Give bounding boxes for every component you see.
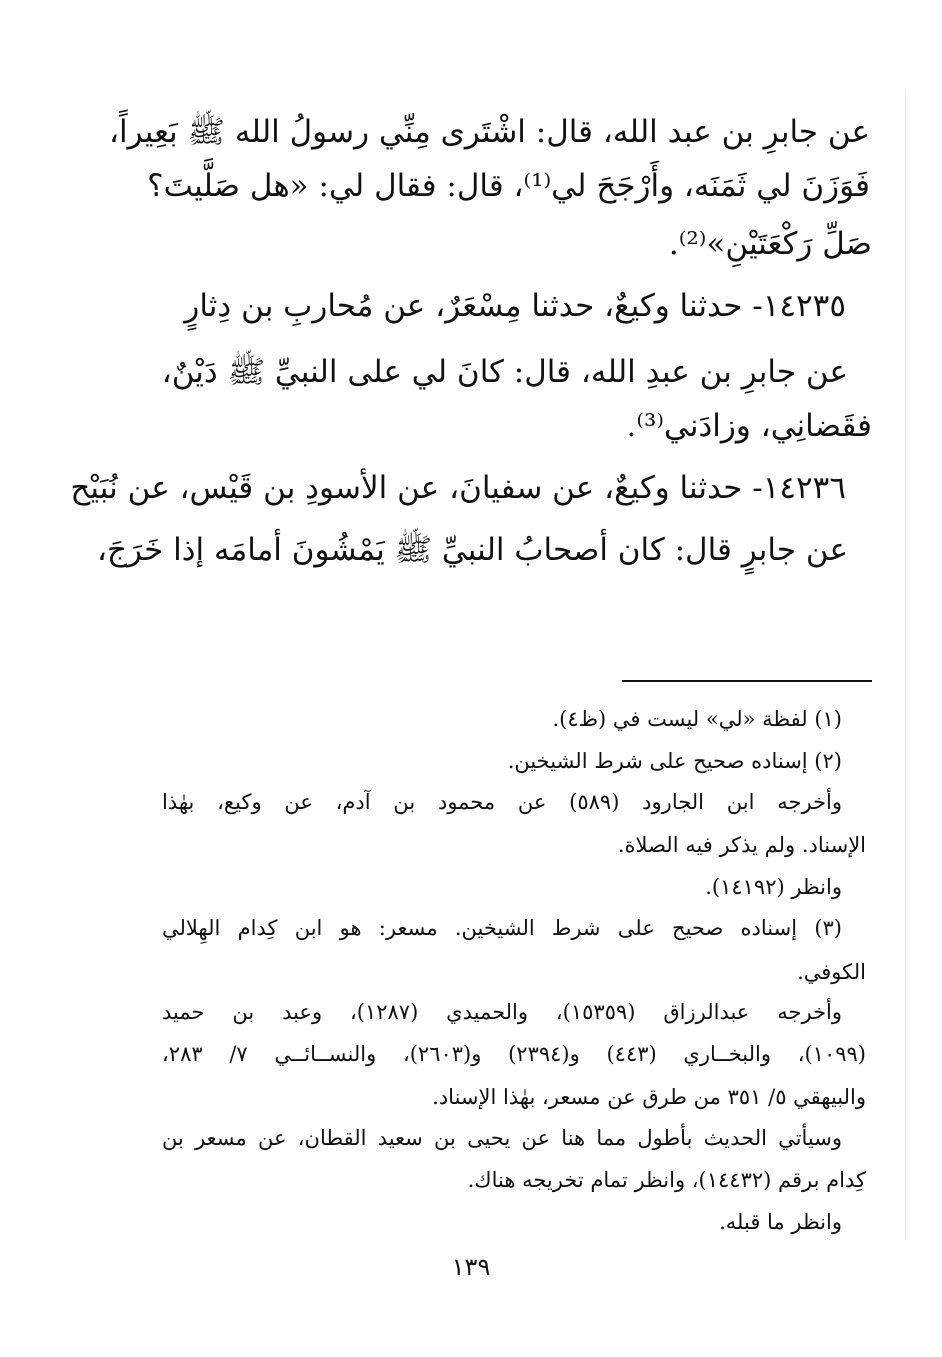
hadith-number-heading: ١٤٢٣٦- حدثنا وكيعٌ، عن سفيانَ، عن الأسودِ بن قَيْس، عن نُبَيْح bbox=[70, 470, 846, 506]
footnote-line: (٢) إسناده صحيح على شرط الشيخين. bbox=[507, 749, 842, 773]
footnote-line: (١) لفظة «لي» ليست في (ظ٤). bbox=[552, 707, 842, 731]
footnote-line: الكوفي. bbox=[797, 960, 866, 984]
footnote-line: وأخرجه ابن الجارود (٥٨٩) عن محمود بن آدم، عن وكيع، بهٰذا bbox=[162, 790, 842, 814]
footnote-line: وسيأتي الحديث بأطول مما هنا عن يحيى بن سعيد القطان، عن مسعر بن bbox=[162, 1126, 842, 1150]
footnote-line: الإسناد. ولم يذكر فيه الصلاة. bbox=[617, 833, 866, 857]
footnote-line: كِدام برقم (١٤٤٣٢)، وانظر تمام تخريجه هناك. bbox=[467, 1168, 866, 1192]
footnote-line: (١٠٩٩)، والبخــاري (٤٤٣) و(٢٣٩٤) و(٢٦٠٣)، والنســائــي ٧/ ٢٨٣، bbox=[162, 1042, 866, 1066]
footnote-separator bbox=[622, 680, 872, 682]
main-text-line: عن جابرٍ قال: كان أصحابُ النبيِّ ﷺ يَمْشُونَ أمامَه إذا خَرَجَ، bbox=[97, 532, 848, 568]
main-text-line: صَلِّ رَكْعَتَيْنِ»⁽²⁾. bbox=[668, 226, 872, 262]
hadith-number-heading: ١٤٢٣٥- حدثنا وكيعٌ، حدثنا مِسْعَرٌ، عن مُحاربِ بن دِثارٍ bbox=[184, 288, 846, 324]
main-text-line: عن جابرِ بن عبد الله، قال: اشْتَرى مِنِّي رسولُ الله ﷺ بَعِيراً، bbox=[109, 114, 870, 150]
footnote-line: والبيهقي ٥/ ٣٥١ من طرق عن مسعر، بهٰذا الإسناد. bbox=[432, 1085, 866, 1109]
footnote-line: وأخرجه عبدالرزاق (١٥٣٥٩)، والحميدي (١٢٨٧)، وعبد بن حميد bbox=[162, 1000, 842, 1024]
main-text-line: فَوَزَنَ لي ثَمَنَه، وأَرْجَحَ لي⁽¹⁾، قال: فقال لي: «هل صَلَّيتَ؟ bbox=[147, 168, 870, 204]
main-text-line: فقَضانِي، وزادَني⁽³⁾. bbox=[626, 408, 872, 444]
page-edge-shadow bbox=[905, 90, 906, 1240]
main-text-line: عن جابرِ بن عبدِ الله، قال: كانَ لي على النبيِّ ﷺ دَيْنٌ، bbox=[161, 354, 848, 390]
footnote-line: وانظر (١٤١٩٢). bbox=[705, 875, 842, 899]
page-number: ١٣٩ bbox=[451, 1253, 491, 1281]
footnote-line: وانظر ما قبله. bbox=[719, 1210, 842, 1234]
footnote-line: (٣) إسناده صحيح على شرط الشيخين. مسعر: هو ابن كِدام الهِلالي bbox=[162, 916, 842, 940]
